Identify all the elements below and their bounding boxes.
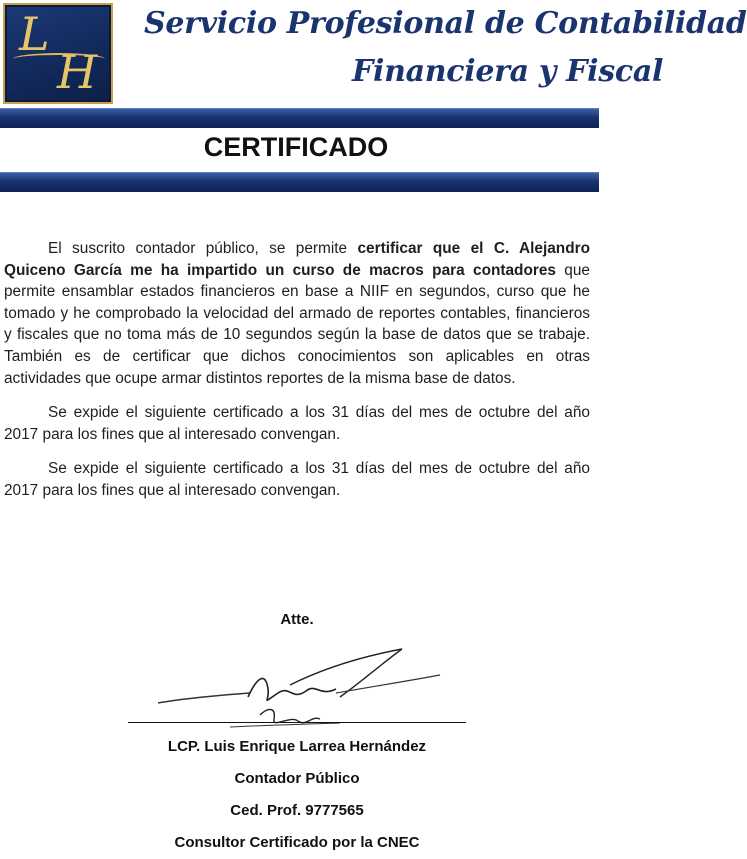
company-logo <box>3 3 113 104</box>
paragraph-3-text: Se expide el siguiente certificado a los 31 días del mes de octubre del año 2017 para los fines que al interesado convengan. <box>4 460 590 499</box>
paragraph-2-text: Se expide el siguiente certificado a los 31 días del mes de octubre del año 2017 para los fines que al interesado convengan. <box>4 404 590 443</box>
closing-salutation: Atte. <box>280 611 314 628</box>
signer-name: LCP. Luis Enrique Larrea Hernández <box>167 738 427 755</box>
certificate-paragraph-3 <box>4 458 590 501</box>
organization-name-line2: Financiera y Fiscal <box>352 54 664 89</box>
certificate-paragraph-1 <box>4 238 590 389</box>
handwritten-signature <box>140 645 470 740</box>
logo-monogram-h: H <box>57 45 98 99</box>
signature-line <box>128 722 466 723</box>
logo-monogram-l: L <box>19 7 50 61</box>
paragraph-1-rest: que permite ensamblar estados financieros en base a NIIF en segundos, curso que he tomado y he comprobado la velocidad del armado de reportes contables, financieros y fiscales que no toma más de 10 segundos según la base de datos que se trabaje. También es de certificar que dichos conocimientos son aplicables en otras actividades que ocupe armar distintos reportes de la misma base de datos. <box>4 261 590 387</box>
paragraph-1-bold: certificar que el C. Alejandro Quiceno García me ha impartido un curso de macros para contadores <box>4 240 590 279</box>
document-title: CERTIFICADO <box>203 132 389 162</box>
signer-role: Contador Público <box>234 770 360 787</box>
header-band-bottom <box>0 172 599 192</box>
header-band-top <box>0 108 599 128</box>
signer-license: Ced. Prof. 9777565 <box>230 802 364 819</box>
organization-name-line1: Servicio Profesional de Contabilidad <box>144 6 747 41</box>
signer-certification: Consultor Certificado por la CNEC <box>174 834 420 851</box>
certificate-paragraph-2 <box>4 402 590 445</box>
paragraph-1-lead: El suscrito contador público, se permite <box>48 240 358 257</box>
